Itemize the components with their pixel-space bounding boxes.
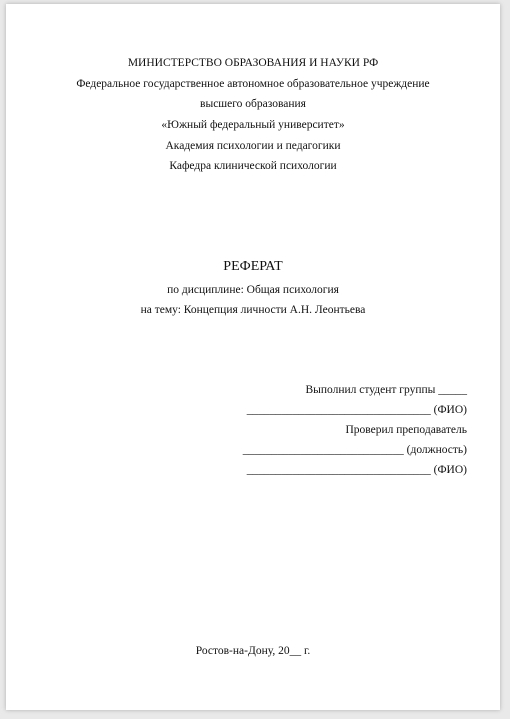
reviewer-label: Проверил преподаватель <box>345 424 467 436</box>
student-name-field: ________________________________ (ФИО) <box>246 404 467 416</box>
document-page <box>6 4 500 710</box>
student-label: Выполнил студент группы _____ <box>305 384 467 396</box>
university-name: «Южный федеральный университет» <box>161 119 345 131</box>
discipline-line: по дисциплине: Общая психология <box>167 284 339 296</box>
topic-line: на тему: Концепция личности А.Н. Леонтьева <box>140 304 366 316</box>
reviewer-name-field: ________________________________ (ФИО) <box>246 464 467 476</box>
reviewer-position-field: ____________________________ (должность) <box>242 444 467 456</box>
department-name: Кафедра клинической психологии <box>169 160 337 172</box>
document-title: РЕФЕРАТ <box>223 259 283 274</box>
city-year: Ростов-на-Дону, 20__ г. <box>195 645 311 657</box>
ministry-heading: МИНИСТЕРСТВО ОБРАЗОВАНИЯ И НАУКИ РФ <box>127 57 379 69</box>
institution-line-1: Федеральное государственное автономное образовательное учреждение <box>76 78 430 90</box>
academy-name: Академия психологии и педагогики <box>165 140 341 152</box>
institution-line-2: высшего образования <box>200 98 306 110</box>
